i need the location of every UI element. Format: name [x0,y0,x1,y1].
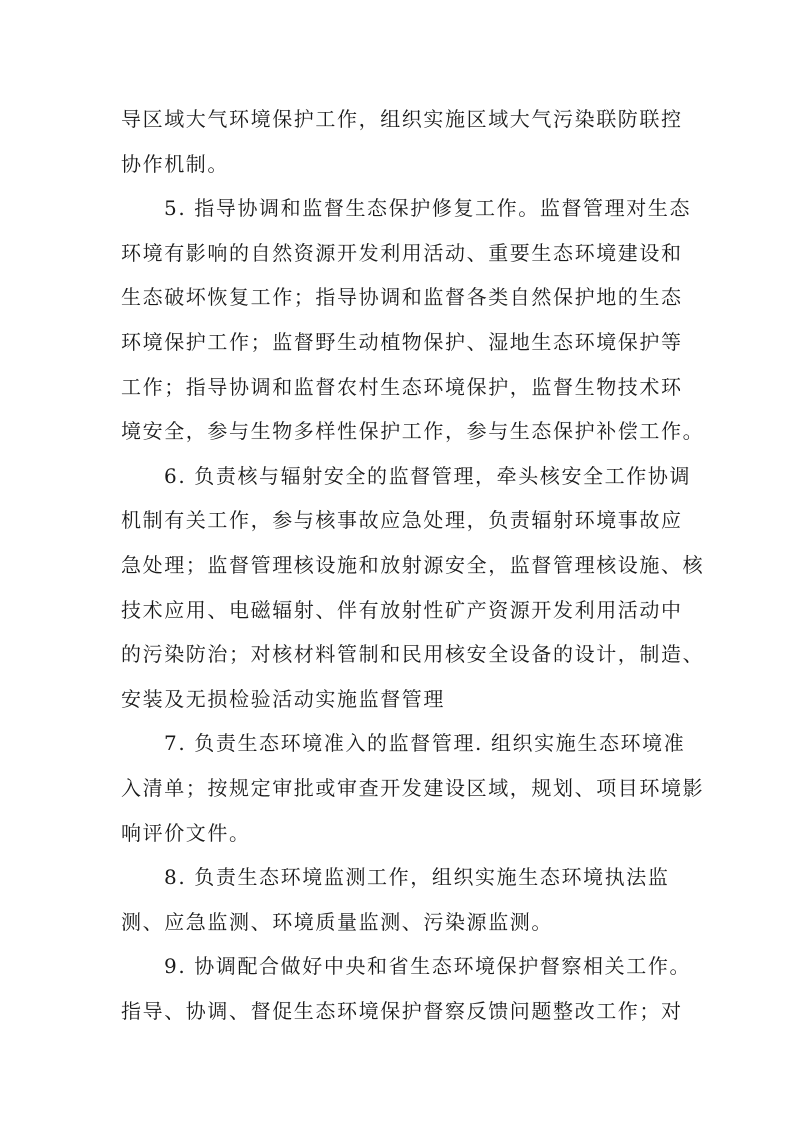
item-7-heading-line: 7. 负责生态环境准入的监督管理. 组织实施生态环境准 [164,731,686,756]
document-body [121,97,705,1033]
text-line-14: 安装及无损检验活动实施监督管理 [121,686,445,711]
text-line-5: 生态破坏恢复工作；指导协调和监督各类自然保护地的生态 [121,285,683,310]
item-8-heading-line: 8. 负责生态环境监测工作，组织实施生态环境执法监 [164,865,670,890]
text-line-16: 入清单；按规定审批或审查开发建设区域，规划、项目环境影 [121,775,705,800]
text-line-19: 测、应急监测、环境质量监测、污染源监测。 [121,909,553,934]
text-line-8: 境安全，参与生物多样性保护工作，参与生态保护补偿工作。 [121,419,705,444]
item-6-heading-line: 6. 负责核与辐射安全的监督管理，牵头核安全工作协调 [164,463,692,488]
text-line-11: 急处理；监督管理核设施和放射源安全，监督管理核设施、核 [121,552,705,577]
text-line-1: 导区域大气环境保护工作，组织实施区域大气污染联防联控 [121,107,683,131]
text-line-17: 响评价文件。 [121,820,251,845]
text-line-7: 工作；指导协调和监督农村生态环境保护，监督生物技术环 [121,374,683,399]
item-9-heading-line: 9. 协调配合做好中央和省生态环境保护督察相关工作。 [164,954,692,979]
text-line-6: 环境保护工作；监督野生动植物保护、湿地生态环境保护等 [121,329,683,354]
text-line-2: 协作机制。 [121,151,229,176]
text-line-13: 的污染防治；对核材料管制和民用核安全设备的设计，制造、 [121,642,705,667]
text-line-21: 指导、协调、督促生态环境保护督察反馈问题整改工作；对 [121,998,683,1023]
item-5-heading-line: 5. 指导协调和监督生态保护修复工作。监督管理对生态 [164,196,692,221]
text-line-4: 环境有影响的自然资源开发利用活动、重要生态环境建设和 [121,240,683,265]
text-line-12: 技术应用、电磁辐射、伴有放射性矿产资源开发利用活动中 [121,597,683,622]
text-line-10: 机制有关工作，参与核事故应急处理，负责辐射环境事故应 [121,508,683,533]
